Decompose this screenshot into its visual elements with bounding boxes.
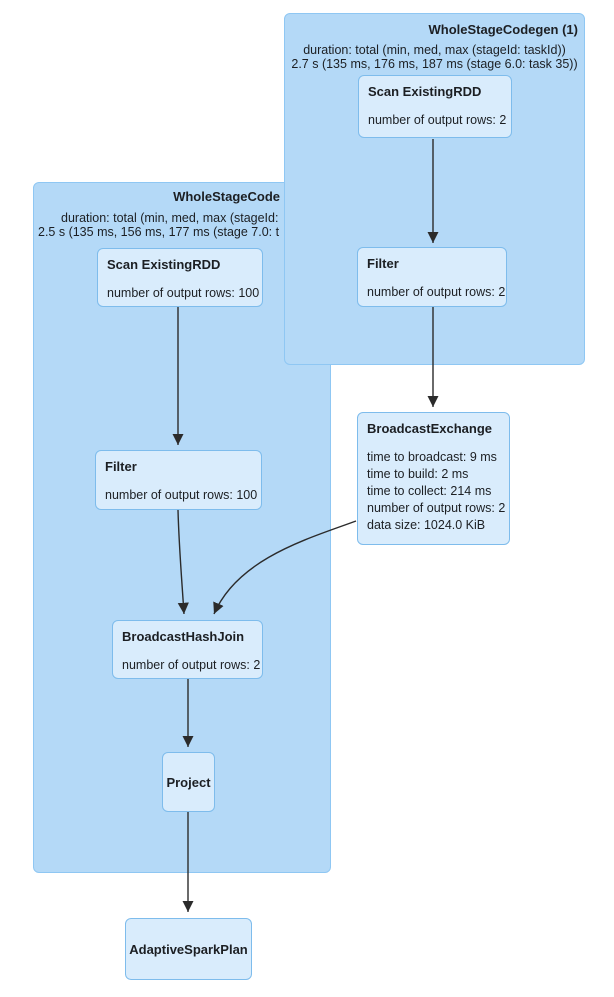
node-metric: data size: 1024.0 KiB	[367, 518, 486, 532]
node-metric: time to build: 2 ms	[367, 467, 469, 481]
node-metric: time to collect: 214 ms	[367, 484, 492, 498]
node-project[interactable]	[162, 752, 215, 812]
node-title: BroadcastExchange	[367, 421, 492, 436]
node-metric: number of output rows: 100	[107, 286, 260, 300]
cluster-whole-stage-codegen-1	[284, 13, 585, 365]
node-broadcast-exchange[interactable]	[357, 412, 510, 545]
node-scan-existing-rdd-2[interactable]	[97, 248, 263, 307]
node-title: Project	[166, 774, 211, 790]
node-broadcast-hash-join[interactable]	[112, 620, 263, 679]
node-metric: number of output rows: 2	[122, 658, 261, 672]
cluster-duration-value: 2.5 s (135 ms, 156 ms, 177 ms (stage 7.0: t	[38, 225, 280, 239]
node-title: Scan ExistingRDD	[368, 84, 482, 99]
cluster-duration-label: duration: total (min, med, max (stageId:	[61, 211, 279, 225]
cluster-title: WholeStageCodegen (1)	[428, 22, 578, 37]
node-metric: number of output rows: 2	[367, 285, 506, 299]
node-title: AdaptiveSparkPlan	[129, 941, 248, 957]
node-adaptive-spark-plan[interactable]	[125, 918, 252, 980]
node-metric: number of output rows: 2	[367, 501, 506, 515]
cluster-title: WholeStageCode	[173, 189, 280, 204]
node-metric: number of output rows: 2	[368, 113, 507, 127]
node-title: Filter	[105, 459, 137, 474]
node-title: Filter	[367, 256, 399, 271]
node-title: BroadcastHashJoin	[122, 629, 245, 644]
node-metric: time to broadcast: 9 ms	[367, 450, 497, 464]
cluster-duration-value: 2.7 s (135 ms, 176 ms, 187 ms (stage 6.0: task 35))	[291, 57, 578, 71]
node-filter-2[interactable]	[95, 450, 262, 510]
cluster-duration-label: duration: total (min, med, max (stageId: taskId))	[303, 43, 566, 57]
node-scan-existing-rdd-1[interactable]	[358, 75, 512, 138]
node-metric: number of output rows: 100	[105, 488, 258, 502]
node-title: Scan ExistingRDD	[107, 257, 221, 272]
node-filter-1[interactable]	[357, 247, 507, 307]
